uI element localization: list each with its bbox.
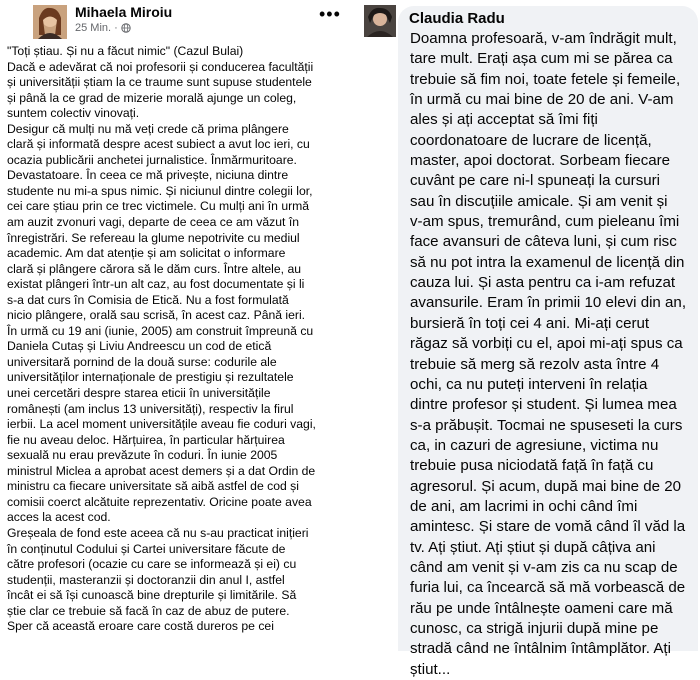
text-line: ales și ați acceptat să îmi fiți (410, 111, 598, 129)
text-line: v-am spus, tremurând, cum pieleanu îmi (410, 213, 680, 231)
text-line: știe clar ce trebuie să facă în caz de abuz de putere. (7, 603, 290, 618)
text-line: știut... (410, 660, 451, 678)
text-line: În urmă cu 19 ani (iunie, 2005) am construit împreună cu (7, 323, 314, 338)
text-line: în conținutul Codului și Cartei universitare făcute de (7, 541, 286, 556)
text-line: master, apoi doctorat. Sorbeam fiecare (410, 152, 671, 170)
text-line: stradă când ne întâlnim întâmplător. Ați (410, 640, 671, 658)
text-line: înregistrări. Se refereau la glume nepotrivite cu mediul (7, 230, 300, 245)
text-line: Dacă e adevărat că noi profesorii și conducerea facultății (7, 59, 314, 74)
text-line: cuvânt pe care ni-l spuneați la cursuri (410, 172, 661, 190)
text-line: ocazia publicării anchetei jurnalistice. Înmărmuritoare. (7, 152, 297, 167)
text-line: Sper că această eroare care costă dureros pe cei (7, 619, 274, 634)
post-time[interactable]: 25 Min. (75, 22, 112, 34)
text-line: clară și informată despre acest subiect a avut loc ieri, cu (7, 137, 310, 152)
text-line: s-a dat curs în Comisia de Etică. Nu a fost formulată (7, 292, 289, 307)
text-line: rău pe unde întâlnește oameni care mă (410, 599, 673, 617)
commenter-avatar[interactable] (364, 5, 396, 37)
text-line: s-a prăbușit. Tocmai ne spuseseti la curs (410, 416, 683, 434)
text-line: ministru ca fiecare universitate să aibă astfel de cod și (7, 479, 299, 494)
text-line: răgaz să vorbiți cu el, apoi mi-ați spus ca (410, 335, 683, 353)
globe-icon (121, 23, 131, 33)
text-line: amintesc. Și stare de vomă când îl văd la (410, 518, 686, 536)
text-line: ierbii. La acel moment universitățile aveau fie coduri vagi, (7, 417, 316, 432)
text-line: avansurile. Eram în primii 10 elevi din an, (410, 294, 687, 312)
text-line: ministrul Miclea a aprobat acest demers și a dat Ordin de (7, 463, 316, 478)
text-line: agresorul. Și acum, după mai bine de 20 (410, 477, 682, 495)
text-line: tare mult. Erați așa cum mi se părea ca (410, 50, 673, 68)
text-line: am auzit zvonuri vagi, departe de ceea ce am văzut în (7, 215, 299, 230)
text-line: comisii coerct alcătuite reprezentativ. Oricine poate avea (7, 494, 312, 509)
text-line: ochi, ca nu puteți interveni în relația (410, 375, 648, 393)
text-line: existat plângeri într-un alt caz, au fost documentate și li (7, 277, 305, 292)
facebook-post (0, 0, 346, 642)
text-line: Desigur că mulți nu mă veți crede că prima plângere (7, 121, 289, 136)
text-line: încât ei să își cunoască bine drepturile și limitările. Să (7, 588, 297, 603)
text-line: ca, in cazuri de agresiune, victima nu (410, 436, 659, 454)
text-line: în urmă cu mai bine de 20 de ani. V-am (410, 91, 674, 109)
divider (346, 0, 358, 642)
text-line: trebuie să merg să rezolv asta între 4 (410, 355, 660, 373)
text-line: trebuie pusa niciodată față în față cu (410, 457, 654, 475)
text-line: de ani, am lacrimi in ochi când îmi (410, 497, 638, 515)
text-line: coordonatoare de lucrare de licență, (410, 131, 652, 149)
comment (358, 0, 700, 678)
text-line: unei cercetări despre starea eticii în universitățile (7, 386, 271, 401)
text-line: Devastatoare. În ceea ce mă privește, niciuna dintre (7, 168, 289, 183)
text-line: cei care știau prin ce trec victimele. Cu mulți ani în urmă (7, 199, 310, 214)
text-line: și până la ce grad de mizerie morală ajunge un coleg, (7, 90, 297, 105)
text-line: să nu pot intra la examenul de licență din (410, 253, 685, 271)
post-text (7, 44, 343, 635)
text-line: dintre profesor și student. Și lumea mea (410, 396, 677, 414)
text-line: nicio plângere, orală sau scrisă, în acest caz. Până ieri. (7, 308, 306, 323)
text-line: acces la acest cod. (7, 510, 111, 525)
text-line: bursieră în toți cei 4 ani. Mi-ați cerut (410, 314, 650, 332)
text-line: face avansuri de câteva luni, și cum risc (410, 233, 677, 251)
text-line: fie nu aveau deloc. Hărțuirea, în particular hărțuirea (7, 432, 285, 447)
author-avatar[interactable] (33, 5, 67, 39)
text-line: sexuală nu erau prevăzute în coduri. În iunie 2005 (7, 448, 278, 463)
text-line: românești (am inclus 13 universități), respectiv la firul (7, 401, 294, 416)
text-line: Daniela Cutaș și Liviu Andreescu un cod de etică (7, 339, 272, 354)
text-line: sau în discuțiile amicale. Și am venit și (410, 192, 668, 210)
text-line: "Toți știau. Și nu a făcut nimic" (Cazul Bulai) (7, 44, 244, 58)
text-line: tv. Ați știut. Ați știut și după câțiva ani (410, 538, 656, 556)
text-line: furia lui, ca încearcă să mă vorbească de (410, 579, 686, 597)
text-line: și universității știam la ce traume sunt supuse studentele (7, 75, 312, 90)
post-meta: 25 Min. · (75, 22, 131, 34)
text-line: când am venit și v-am zis ca nu scap de (410, 558, 678, 576)
text-line: cunosc, ca strigă injurii după mine pe (410, 619, 659, 637)
text-line: studente nu mi-a spus nimic. Și niciunul dintre colegii lor, (7, 183, 313, 198)
text-line: trebuie să fim noi, toate fetele și femeile, (410, 70, 681, 88)
text-line: Greșeala de fond este aceea că nu s-au practicat inițieri (7, 525, 309, 540)
more-options-icon[interactable]: ••• (319, 4, 341, 24)
comment-text (410, 29, 698, 680)
text-line: suntem colectiv vinovați. (7, 106, 140, 121)
post-author-name[interactable]: Mihaela Miroiu (75, 4, 173, 20)
text-line: universitară pornind de la două surse: codurile ale (7, 354, 277, 369)
text-line: universităților internaționale de prestigiu și rezultatele (7, 370, 294, 385)
text-line: studenții, masteranzii și doctoranzii din anul I, astfel (7, 572, 285, 587)
text-line: Doamna profesoară, v-am îndrăgit mult, (410, 30, 677, 47)
text-line: către profesori (ocazie cu care se informează și ei) cu (7, 557, 297, 572)
text-line: academic. Am dat atenție și am solicitat o informare (7, 246, 286, 261)
comment-author-name[interactable]: Claudia Radu (409, 10, 505, 27)
text-line: cauza lui. Și asta pentru ca i-am refuzat (410, 274, 676, 292)
text-line: clară și plângere cărora să le dăm curs. Între altele, au (7, 261, 301, 276)
